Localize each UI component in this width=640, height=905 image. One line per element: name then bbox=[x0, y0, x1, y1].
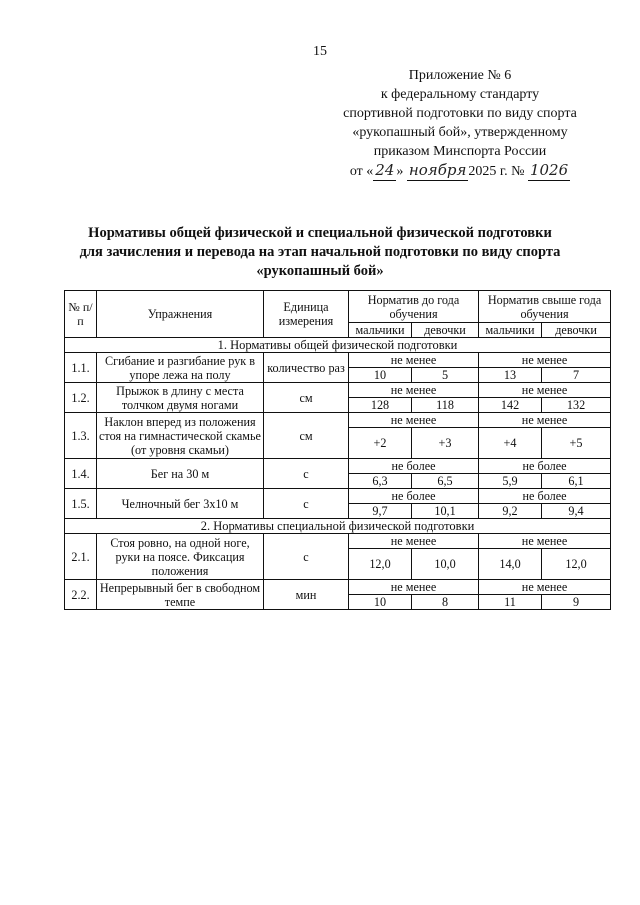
table-row bbox=[65, 459, 611, 474]
appendix-line: спортивной подготовки по виду спорта bbox=[343, 106, 577, 121]
handwritten-month: ноября bbox=[408, 161, 467, 179]
table-row bbox=[65, 413, 611, 428]
title-line: «рукопашный бой» bbox=[256, 263, 384, 279]
appendix-line: приказом Минспорта России bbox=[373, 144, 547, 159]
row-exercise: Сгибание и разгибание рук в упоре лежа на полу bbox=[97, 353, 264, 383]
row-condition: не менее bbox=[349, 580, 479, 595]
row-condition: не более bbox=[349, 459, 479, 474]
value-cell: 9,2 bbox=[479, 504, 542, 519]
handwritten-day: 24 bbox=[375, 161, 395, 179]
date-prefix: от « bbox=[349, 164, 374, 179]
table-row bbox=[65, 353, 611, 368]
header-girls: девочки bbox=[542, 323, 611, 338]
value-cell: 10 bbox=[349, 368, 412, 383]
value-cell: 10 bbox=[349, 595, 412, 610]
value-cell: +5 bbox=[542, 428, 611, 459]
row-condition: не менее bbox=[479, 413, 611, 428]
value-cell: 13 bbox=[479, 368, 542, 383]
row-exercise: Непрерывный бег в свободном темпе bbox=[97, 580, 264, 610]
row-unit: с bbox=[264, 534, 349, 580]
row-unit: мин bbox=[264, 580, 349, 610]
row-condition: не менее bbox=[349, 383, 479, 398]
table-row bbox=[65, 489, 611, 504]
appendix-line: «рукопашный бой», утвержденному bbox=[352, 125, 568, 140]
value-cell: 6,3 bbox=[349, 474, 412, 489]
value-cell: 7 bbox=[542, 368, 611, 383]
value-cell: 14,0 bbox=[479, 549, 542, 580]
row-unit: см bbox=[264, 413, 349, 459]
row-condition: не менее bbox=[349, 353, 479, 368]
header-exercise: Упражнения bbox=[97, 291, 264, 338]
table-row bbox=[65, 383, 611, 398]
row-condition: не более bbox=[479, 489, 611, 504]
row-num: 2.1. bbox=[65, 534, 97, 580]
row-exercise: Прыжок в длину с места толчком двумя ногами bbox=[97, 383, 264, 413]
row-exercise: Стоя ровно, на одной ноге, руки на поясе. Фиксация положения bbox=[97, 534, 264, 580]
row-num: 1.1. bbox=[65, 353, 97, 383]
row-condition: не менее bbox=[479, 383, 611, 398]
header-boys: мальчики bbox=[479, 323, 542, 338]
row-exercise: Челночный бег 3х10 м bbox=[97, 489, 264, 519]
header-boys: мальчики bbox=[349, 323, 412, 338]
header-num: № п/п bbox=[65, 291, 97, 338]
value-cell: 10,1 bbox=[412, 504, 479, 519]
row-condition: не менее bbox=[349, 413, 479, 428]
handwritten-order-number: 1026 bbox=[529, 161, 569, 179]
header-row bbox=[65, 291, 611, 323]
value-cell: 9,4 bbox=[542, 504, 611, 519]
row-unit: с bbox=[264, 459, 349, 489]
row-condition: не менее bbox=[479, 580, 611, 595]
value-cell: 9 bbox=[542, 595, 611, 610]
header-group2: Норматив свыше года обучения bbox=[479, 291, 611, 323]
value-cell: 6,5 bbox=[412, 474, 479, 489]
value-cell: 6,1 bbox=[542, 474, 611, 489]
row-unit: см bbox=[264, 383, 349, 413]
value-cell: 5 bbox=[412, 368, 479, 383]
header-group1: Норматив до года обучения bbox=[349, 291, 479, 323]
row-condition: не менее bbox=[479, 353, 611, 368]
order-date-line bbox=[330, 161, 590, 181]
norms-table bbox=[64, 290, 611, 610]
value-cell: 132 bbox=[542, 398, 611, 413]
row-exercise: Бег на 30 м bbox=[97, 459, 264, 489]
row-condition: не менее bbox=[479, 534, 611, 549]
date-mid: » bbox=[396, 164, 404, 179]
section-row bbox=[65, 338, 611, 353]
row-num: 2.2. bbox=[65, 580, 97, 610]
value-cell: 12,0 bbox=[542, 549, 611, 580]
row-condition: не менее bbox=[349, 534, 479, 549]
section-row bbox=[65, 519, 611, 534]
value-cell: +4 bbox=[479, 428, 542, 459]
row-num: 1.5. bbox=[65, 489, 97, 519]
title-line: Нормативы общей физической и специальной физической подготовки bbox=[88, 225, 552, 241]
value-cell: +2 bbox=[349, 428, 412, 459]
value-cell: 128 bbox=[349, 398, 412, 413]
year-text: 2025 г. № bbox=[468, 164, 525, 179]
section-title: 1. Нормативы общей физической подготовки bbox=[65, 338, 611, 353]
value-cell: +3 bbox=[412, 428, 479, 459]
row-unit: с bbox=[264, 489, 349, 519]
page-number: 15 bbox=[313, 44, 327, 59]
header-girls: девочки bbox=[412, 323, 479, 338]
row-exercise: Наклон вперед из положения стоя на гимнастической скамье (от уровня скамьи) bbox=[97, 413, 264, 459]
value-cell: 11 bbox=[479, 595, 542, 610]
value-cell: 5,9 bbox=[479, 474, 542, 489]
appendix-line: Приложение № 6 bbox=[408, 68, 512, 83]
section-title: 2. Нормативы специальной физической подготовки bbox=[65, 519, 611, 534]
value-cell: 9,7 bbox=[349, 504, 412, 519]
row-unit: количество раз bbox=[264, 353, 349, 383]
value-cell: 8 bbox=[412, 595, 479, 610]
title-line: для зачисления и перевода на этап начальной подготовки по виду спорта bbox=[79, 244, 561, 260]
value-cell: 118 bbox=[412, 398, 479, 413]
table-row bbox=[65, 534, 611, 549]
value-cell: 10,0 bbox=[412, 549, 479, 580]
row-num: 1.4. bbox=[65, 459, 97, 489]
document-title bbox=[60, 224, 580, 281]
value-cell: 12,0 bbox=[349, 549, 412, 580]
table-row bbox=[65, 580, 611, 595]
appendix-header bbox=[330, 66, 590, 181]
row-condition: не более bbox=[349, 489, 479, 504]
row-num: 1.3. bbox=[65, 413, 97, 459]
row-num: 1.2. bbox=[65, 383, 97, 413]
header-unit: Единица измерения bbox=[264, 291, 349, 338]
appendix-line: к федеральному стандарту bbox=[380, 87, 540, 102]
value-cell: 142 bbox=[479, 398, 542, 413]
row-condition: не более bbox=[479, 459, 611, 474]
